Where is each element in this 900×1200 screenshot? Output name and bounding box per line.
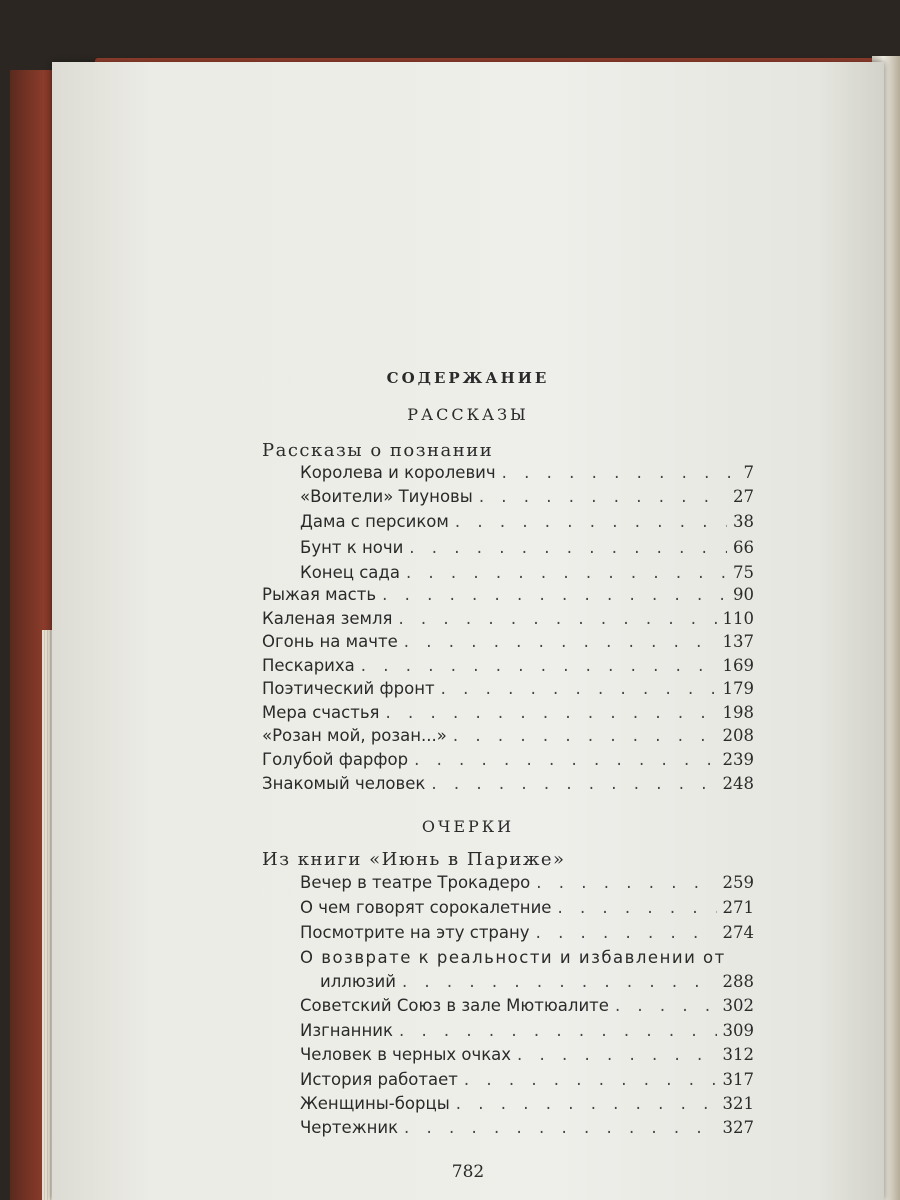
toc-entry[interactable]: Чертежник . . . 327 [300,1118,754,1140]
page-number: 66 [733,538,754,557]
page-number: 309 [722,1021,754,1040]
toc-entry[interactable]: Мера счастья . . . 198 [262,703,754,725]
toc-entry[interactable]: История работает . . . 317 [300,1070,754,1092]
page-number: 327 [722,1118,754,1137]
page-number: 259 [722,873,754,892]
page-number: 75 [733,563,754,582]
group-title-june-in-paris: Из книги «Июнь в Париже» [262,849,566,870]
page-number: 302 [722,996,754,1015]
page-number: 38 [733,512,754,531]
toc-entry-title-line: О возврате к реальности и избавлении от [300,948,726,967]
section-title-essays: ОЧЕРКИ [421,817,515,836]
page-number: 198 [722,703,754,722]
page-number: 239 [722,750,754,769]
page-number: 179 [722,679,754,698]
toc-entry[interactable]: Вечер в театре Трокадеро . . . 259 [300,873,754,895]
page-number: 27 [733,487,754,506]
toc-entry[interactable]: Голубой фарфор . . . 239 [262,750,754,772]
toc-entry[interactable]: Огонь на мачте . . . 137 [262,632,754,654]
page-number: 317 [722,1070,754,1089]
toc-entry[interactable]: Бунт к ночи . . . 66 [300,538,754,560]
toc-entry[interactable]: Королева и королевич . . . 7 [300,463,754,485]
page-number: 312 [722,1045,754,1064]
page-number: 7 [743,463,754,482]
page-number: 110 [722,609,754,628]
group-title-stories-of-knowledge: Рассказы о познании [262,440,494,461]
page-number: 321 [722,1094,754,1113]
toc-heading: СОДЕРЖАНИЕ [386,369,550,387]
toc-entry[interactable]: Человек в черных очках . . . 312 [300,1045,754,1067]
page-number: 208 [722,726,754,745]
toc-entry[interactable]: Советский Союз в зале Мютюалите . . . 302 [300,996,754,1018]
toc-entry[interactable]: Изгнанник . . . 309 [300,1021,754,1043]
toc-entry[interactable]: «Розан мой, розан...» . . . 208 [262,726,754,748]
table-of-contents [52,62,884,1200]
toc-entry[interactable]: Поэтический фронт . . . 179 [262,679,754,701]
toc-entry[interactable]: Каленая земля . . . 110 [262,609,754,631]
section-title-stories: РАССКАЗЫ [407,405,529,424]
toc-entry[interactable]: «Воители» Тиуновы . . . 27 [300,487,754,509]
page-number: 248 [722,774,754,793]
page-number: 137 [722,632,754,651]
page-number: 169 [722,656,754,675]
page-number: 274 [722,923,754,942]
page-number: 90 [733,585,754,604]
book-page [52,62,884,1200]
toc-entry[interactable]: О чем говорят сорокалетние . . . 271 [300,898,754,920]
toc-entry[interactable]: Рыжая масть . . . 90 [262,585,754,607]
toc-entry[interactable]: Посмотрите на эту страну . . . 274 [300,923,754,945]
toc-entry[interactable]: Дама с персиком . . . 38 [300,512,754,534]
toc-entry[interactable]: Знакомый человек . . . 248 [262,774,754,796]
page-folio-number: 782 [451,1162,485,1182]
page-number: 271 [722,898,754,917]
toc-entry[interactable]: иллюзий . . . 288 [320,972,754,994]
page-number: 288 [722,972,754,991]
toc-entry[interactable]: Женщины-борцы . . . 321 [300,1094,754,1116]
toc-entry[interactable]: Конец сада . . . 75 [300,563,754,585]
toc-entry[interactable]: Пескариха . . . 169 [262,656,754,678]
